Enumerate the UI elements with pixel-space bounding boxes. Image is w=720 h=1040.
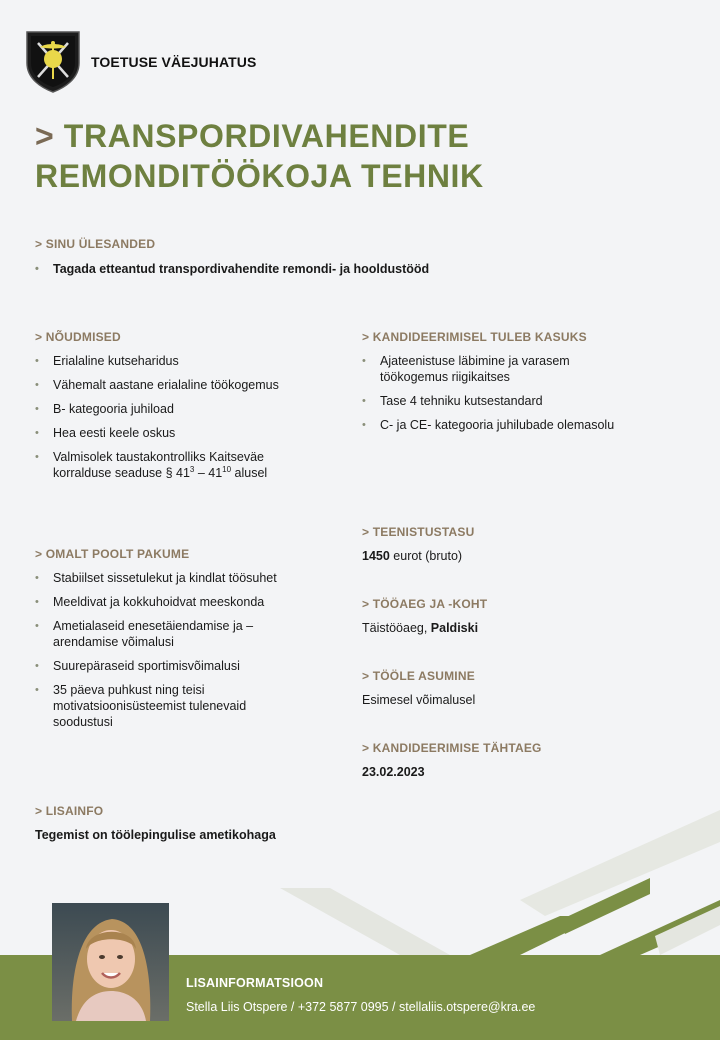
title-line-1: TRANSPORDIVAHENDITE bbox=[63, 118, 470, 154]
title-line-2: REMONDITÖÖKOJA TEHNIK bbox=[35, 158, 484, 194]
organization-name: TOETUSE VÄEJUHATUS bbox=[91, 54, 257, 70]
offer-item: • Ametialaseid enesetäiendamise ja –arendamise võimalusi bbox=[35, 618, 300, 650]
requirement-item: • Erialaline kutseharidus bbox=[35, 353, 335, 369]
advantages-list bbox=[362, 353, 615, 441]
contact-photo bbox=[52, 903, 169, 1021]
salary-heading: > TEENISTUSTASU bbox=[362, 525, 475, 539]
start-heading: > TÖÖLE ASUMINE bbox=[362, 669, 475, 683]
contact-heading: LISAINFORMATSIOON bbox=[186, 976, 324, 990]
offer-item: • Suurepäraseid sportimisvõimalusi bbox=[35, 658, 300, 674]
clearance-sup-2: 10 bbox=[222, 464, 232, 474]
clearance-suffix: alusel bbox=[231, 466, 268, 480]
duties-list bbox=[35, 261, 675, 285]
requirement-item: • B- kategooria juhiload bbox=[35, 401, 335, 417]
deadline-value: 23.02.2023 bbox=[362, 765, 425, 779]
worktime-type: Täistööaeg, bbox=[362, 621, 431, 635]
offer-item: • Meeldivat ja kokkuhoidvat meeskonda bbox=[35, 594, 300, 610]
offer-item: • 35 päeva puhkust ning teisi motivatsioonisüsteemist tulenevaid soodustusi bbox=[35, 682, 283, 730]
title-arrow: > bbox=[35, 118, 55, 154]
clearance-line-1: Valmisolek taustakontrolliks Kaitseväe bbox=[53, 450, 264, 464]
worktime-place: Paldiski bbox=[430, 621, 479, 635]
start-value: Esimesel võimalusel bbox=[362, 693, 476, 707]
requirement-item: • Vähemalt aastane erialaline töökogemus bbox=[35, 377, 335, 393]
offer-list bbox=[35, 570, 300, 738]
duties-heading: > SINU ÜLESANDED bbox=[35, 237, 156, 251]
offer-item: • Stabiilset sissetulekut ja kindlat töösuhet bbox=[35, 570, 300, 586]
contact-details: Stella Liis Otspere / +372 5877 0995 / stellaliis.otspere@kra.ee bbox=[186, 1000, 536, 1014]
offer-heading: > OMALT POOLT PAKUME bbox=[35, 547, 190, 561]
salary-unit: eurot (bruto) bbox=[389, 549, 463, 563]
advantage-item: • Tase 4 tehniku kutsestandard bbox=[362, 393, 602, 409]
requirements-list bbox=[35, 353, 335, 489]
advantages-heading: > KANDIDEERIMISEL TULEB KASUKS bbox=[362, 330, 587, 344]
advantage-item: • Ajateenistuse läbimine ja varasem töökogemus riigikaitses bbox=[362, 353, 602, 385]
worktime-heading: > TÖÖAEG JA -KOHT bbox=[362, 597, 488, 611]
salary-value bbox=[362, 548, 462, 564]
extra-value: Tegemist on töölepingulise ametikohaga bbox=[35, 828, 276, 842]
worktime-value bbox=[362, 620, 478, 636]
extra-heading: > LISAINFO bbox=[35, 804, 104, 818]
clearance-dash: – 41 bbox=[194, 466, 223, 480]
shield-logo bbox=[24, 29, 82, 93]
requirement-item-clearance bbox=[35, 449, 335, 481]
clearance-sup-1: 3 bbox=[189, 464, 195, 474]
salary-amount: 1450 bbox=[362, 549, 390, 563]
advantage-item: • C- ja CE- kategooria juhilubade olemasolu bbox=[362, 417, 680, 433]
requirements-heading: > NÕUDMISED bbox=[35, 330, 121, 344]
deadline-heading: > KANDIDEERIMISE TÄHTAEG bbox=[362, 741, 542, 755]
requirement-item: • Hea eesti keele oskus bbox=[35, 425, 335, 441]
duty-item: • Tagada etteantud transpordivahendite remondi- ja hooldustööd bbox=[35, 261, 675, 277]
clearance-line-2: korralduse seaduse § 41 bbox=[53, 466, 190, 480]
page-title bbox=[35, 116, 484, 196]
